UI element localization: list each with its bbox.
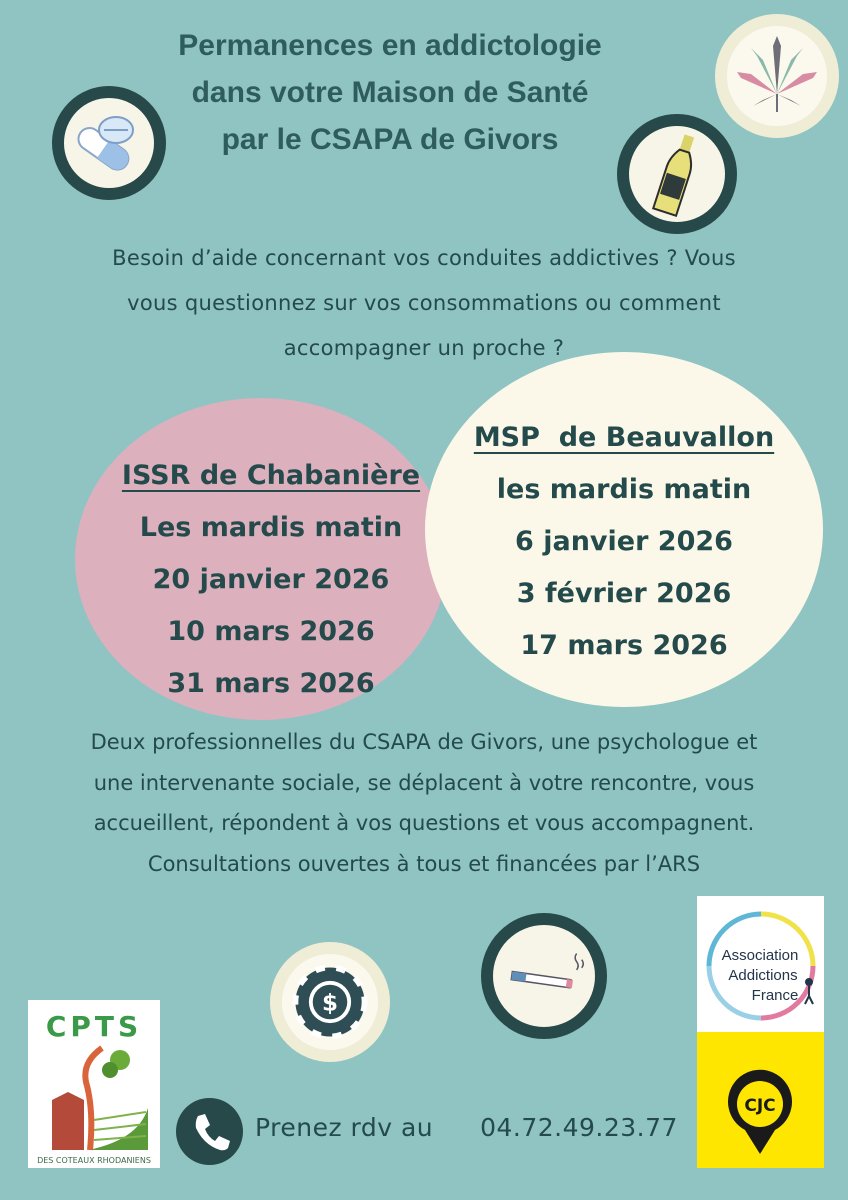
msp-date: 17 mars 2026: [520, 630, 728, 661]
contact-label: Prenez rdv au: [255, 1113, 434, 1142]
aaf-line-2: Addictions: [728, 967, 798, 984]
msp-date: 3 février 2026: [516, 578, 732, 609]
msp-date: 6 janvier 2026: [515, 526, 733, 557]
aaf-line-1: Association: [721, 947, 799, 964]
association-addictions-france-logo: [697, 896, 824, 1032]
cigarette-icon: [481, 913, 607, 1039]
pills-icon: [52, 86, 166, 200]
phone-icon: [176, 1098, 243, 1165]
intro-line-1: Besoin d’aide concernant vos conduites addictives ? Vous: [112, 246, 736, 270]
page-title: [120, 22, 660, 163]
contact-line: [255, 1113, 678, 1142]
details-line-4: Consultations ouvertes à tous et financées par l’ARS: [147, 851, 701, 876]
details-line-1: Deux professionnelles du CSAPA de Givors, une psychologue et: [90, 730, 758, 754]
intro-line-3: accompagner un proche ?: [283, 336, 565, 360]
svg-text:$: $: [321, 990, 339, 1017]
cjc-label: CJC: [744, 1096, 776, 1116]
bottle-icon: [617, 114, 737, 234]
contact-phone[interactable]: 04.72.49.23.77: [480, 1113, 678, 1142]
casino-chip-icon: [270, 942, 390, 1062]
issr-schedule: [96, 450, 446, 710]
title-line-3: par le CSAPA de Givors: [221, 123, 559, 156]
issr-subtitle: Les mardis matin: [139, 512, 403, 543]
title-line-1: Permanences en addictologie: [178, 29, 602, 62]
intro-text: [20, 236, 828, 371]
msp-subtitle: les mardis matin: [496, 474, 752, 505]
msp-name: MSP de Beauvallon: [473, 422, 775, 453]
details-text: [14, 722, 834, 884]
issr-date: 20 janvier 2026: [152, 564, 390, 595]
details-line-2: une intervenante sociale, se déplacent à votre rencontre, vous: [93, 770, 755, 795]
cpts-logo: [28, 1000, 160, 1168]
intro-line-2: vous questionnez sur vos consommations ou comment: [127, 291, 721, 315]
title-line-2: dans votre Maison de Santé: [191, 76, 589, 109]
cannabis-leaf-icon: [715, 14, 839, 138]
cpts-subtitle: DES COTEAUX RHODANIENS: [37, 1156, 151, 1165]
issr-name: ISSR de Chabanière: [121, 460, 421, 491]
issr-date: 10 mars 2026: [167, 616, 375, 647]
details-line-3: accueillent, répondent à vos questions et vous accompagnent.: [93, 811, 755, 835]
msp-schedule: [440, 412, 808, 672]
aaf-line-3: France: [751, 987, 799, 1004]
issr-date: 31 mars 2026: [167, 668, 375, 699]
cpts-letters: CPTS: [45, 1010, 143, 1043]
cjc-logo: [697, 1032, 824, 1168]
